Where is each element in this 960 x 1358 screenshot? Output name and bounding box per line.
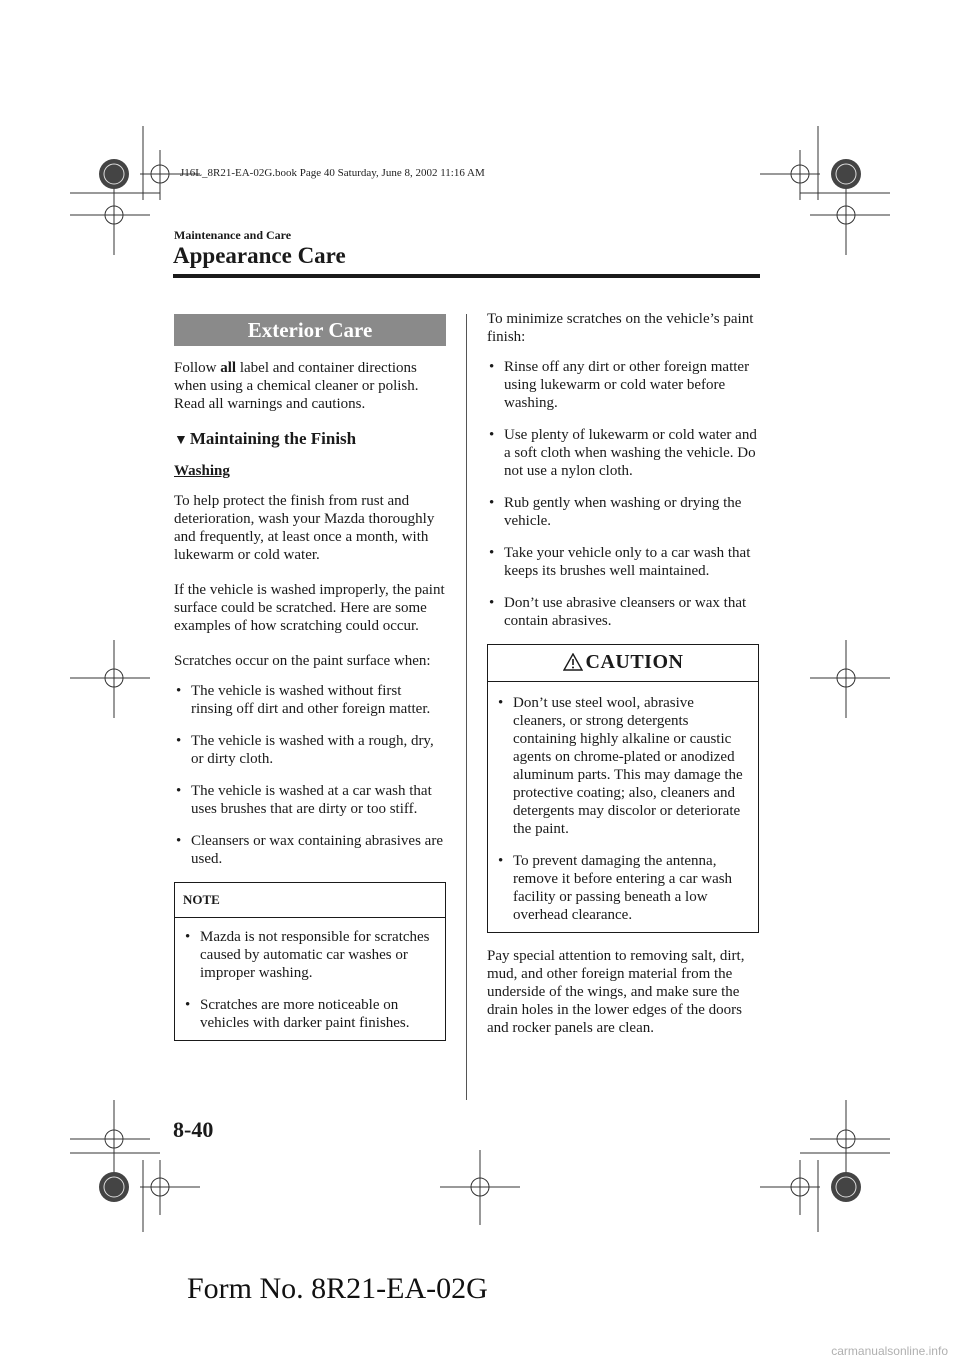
- exterior-care-banner: Exterior Care: [174, 314, 446, 346]
- print-info: J16L_8R21-EA-02G.book Page 40 Saturday, June 8, 2002 11:16 AM: [180, 167, 485, 179]
- note-label: NOTE: [175, 883, 445, 918]
- washing-heading: Washing: [174, 463, 230, 479]
- paragraph: To minimize scratches on the vehicle’s paint finish:: [487, 311, 754, 345]
- list-item: • Don’t use steel wool, abrasive cleaners, or strong detergents containing highly alkaline or caustic agents on chrome-plated or anodized aluminum parts. This may damage the protective coating; also, cleaners and detergents may discolor or deteriorate the paint.: [496, 694, 750, 838]
- triangle-down-icon: ▼: [174, 433, 188, 448]
- paragraph: Scratches occur on the paint surface when:: [174, 653, 431, 669]
- caution-box: [487, 644, 759, 933]
- list-item: • Rub gently when washing or drying the vehicle.: [487, 494, 759, 530]
- right-column: [487, 310, 759, 1054]
- caution-list: [496, 694, 750, 924]
- scratch-causes-list: [174, 682, 446, 868]
- section-label: Maintenance and Care: [174, 228, 292, 242]
- warning-icon: [563, 653, 583, 671]
- watermark: carmanualsonline.info: [831, 1344, 948, 1358]
- page-number: 8-40: [173, 1117, 214, 1142]
- list-item: • The vehicle is washed without first rinsing off dirt and other foreign matter.: [174, 682, 446, 718]
- list-item: • Cleansers or wax containing abrasives are used.: [174, 832, 446, 868]
- page-title: Appearance Care: [173, 243, 346, 268]
- caution-header: [488, 645, 758, 682]
- title-rule: [173, 274, 760, 278]
- form-number: Form No. 8R21-EA-02G: [187, 1272, 488, 1305]
- list-item: • The vehicle is washed with a rough, dry, or dirty cloth.: [174, 732, 446, 768]
- list-item: • The vehicle is washed at a car wash that uses brushes that are dirty or too stiff.: [174, 782, 446, 818]
- closing-paragraph: Pay special attention to removing salt, dirt, mud, and other foreign material from the underside of the wings, and make sure the drain holes in the lower edges of the doors and rocker panels are clean.: [487, 948, 745, 1036]
- list-item: • To prevent damaging the antenna, remove it before entering a car wash facility or passing beneath a low overhead clearance.: [496, 852, 750, 924]
- paragraph: To help protect the finish from rust and deterioration, wash your Mazda thoroughly and frequently, at least once a month, with lukewarm or cold water.: [174, 493, 435, 563]
- paragraph: If the vehicle is washed improperly, the paint surface could be scratched. Here are some examples of how scratching could occur.: [174, 582, 445, 634]
- list-item: • Rinse off any dirt or other foreign matter using lukewarm or cold water before washing.: [487, 358, 759, 412]
- list-item: • Use plenty of lukewarm or cold water and a soft cloth when washing the vehicle. Do not use a nylon cloth.: [487, 426, 759, 480]
- note-list: [183, 928, 437, 1032]
- left-column: [174, 314, 446, 1041]
- list-item: • Take your vehicle only to a car wash that keeps its brushes well maintained.: [487, 544, 759, 580]
- list-item: • Scratches are more noticeable on vehicles with darker paint finishes.: [183, 996, 437, 1032]
- minimize-scratches-list: [487, 358, 759, 630]
- column-divider: [466, 314, 467, 1100]
- note-box: [174, 882, 446, 1041]
- subhead-maintaining-finish: ▼ Maintaining the Finish: [174, 429, 357, 448]
- list-item: • Don’t use abrasive cleansers or wax that contain abrasives.: [487, 594, 759, 630]
- intro-paragraph: Follow all label and container directions when using a chemical cleaner or polish. Read all warnings and cautions.: [174, 360, 419, 412]
- caution-label: CAUTION: [585, 651, 684, 673]
- list-item: • Mazda is not responsible for scratches caused by automatic car washes or improper washing.: [183, 928, 437, 982]
